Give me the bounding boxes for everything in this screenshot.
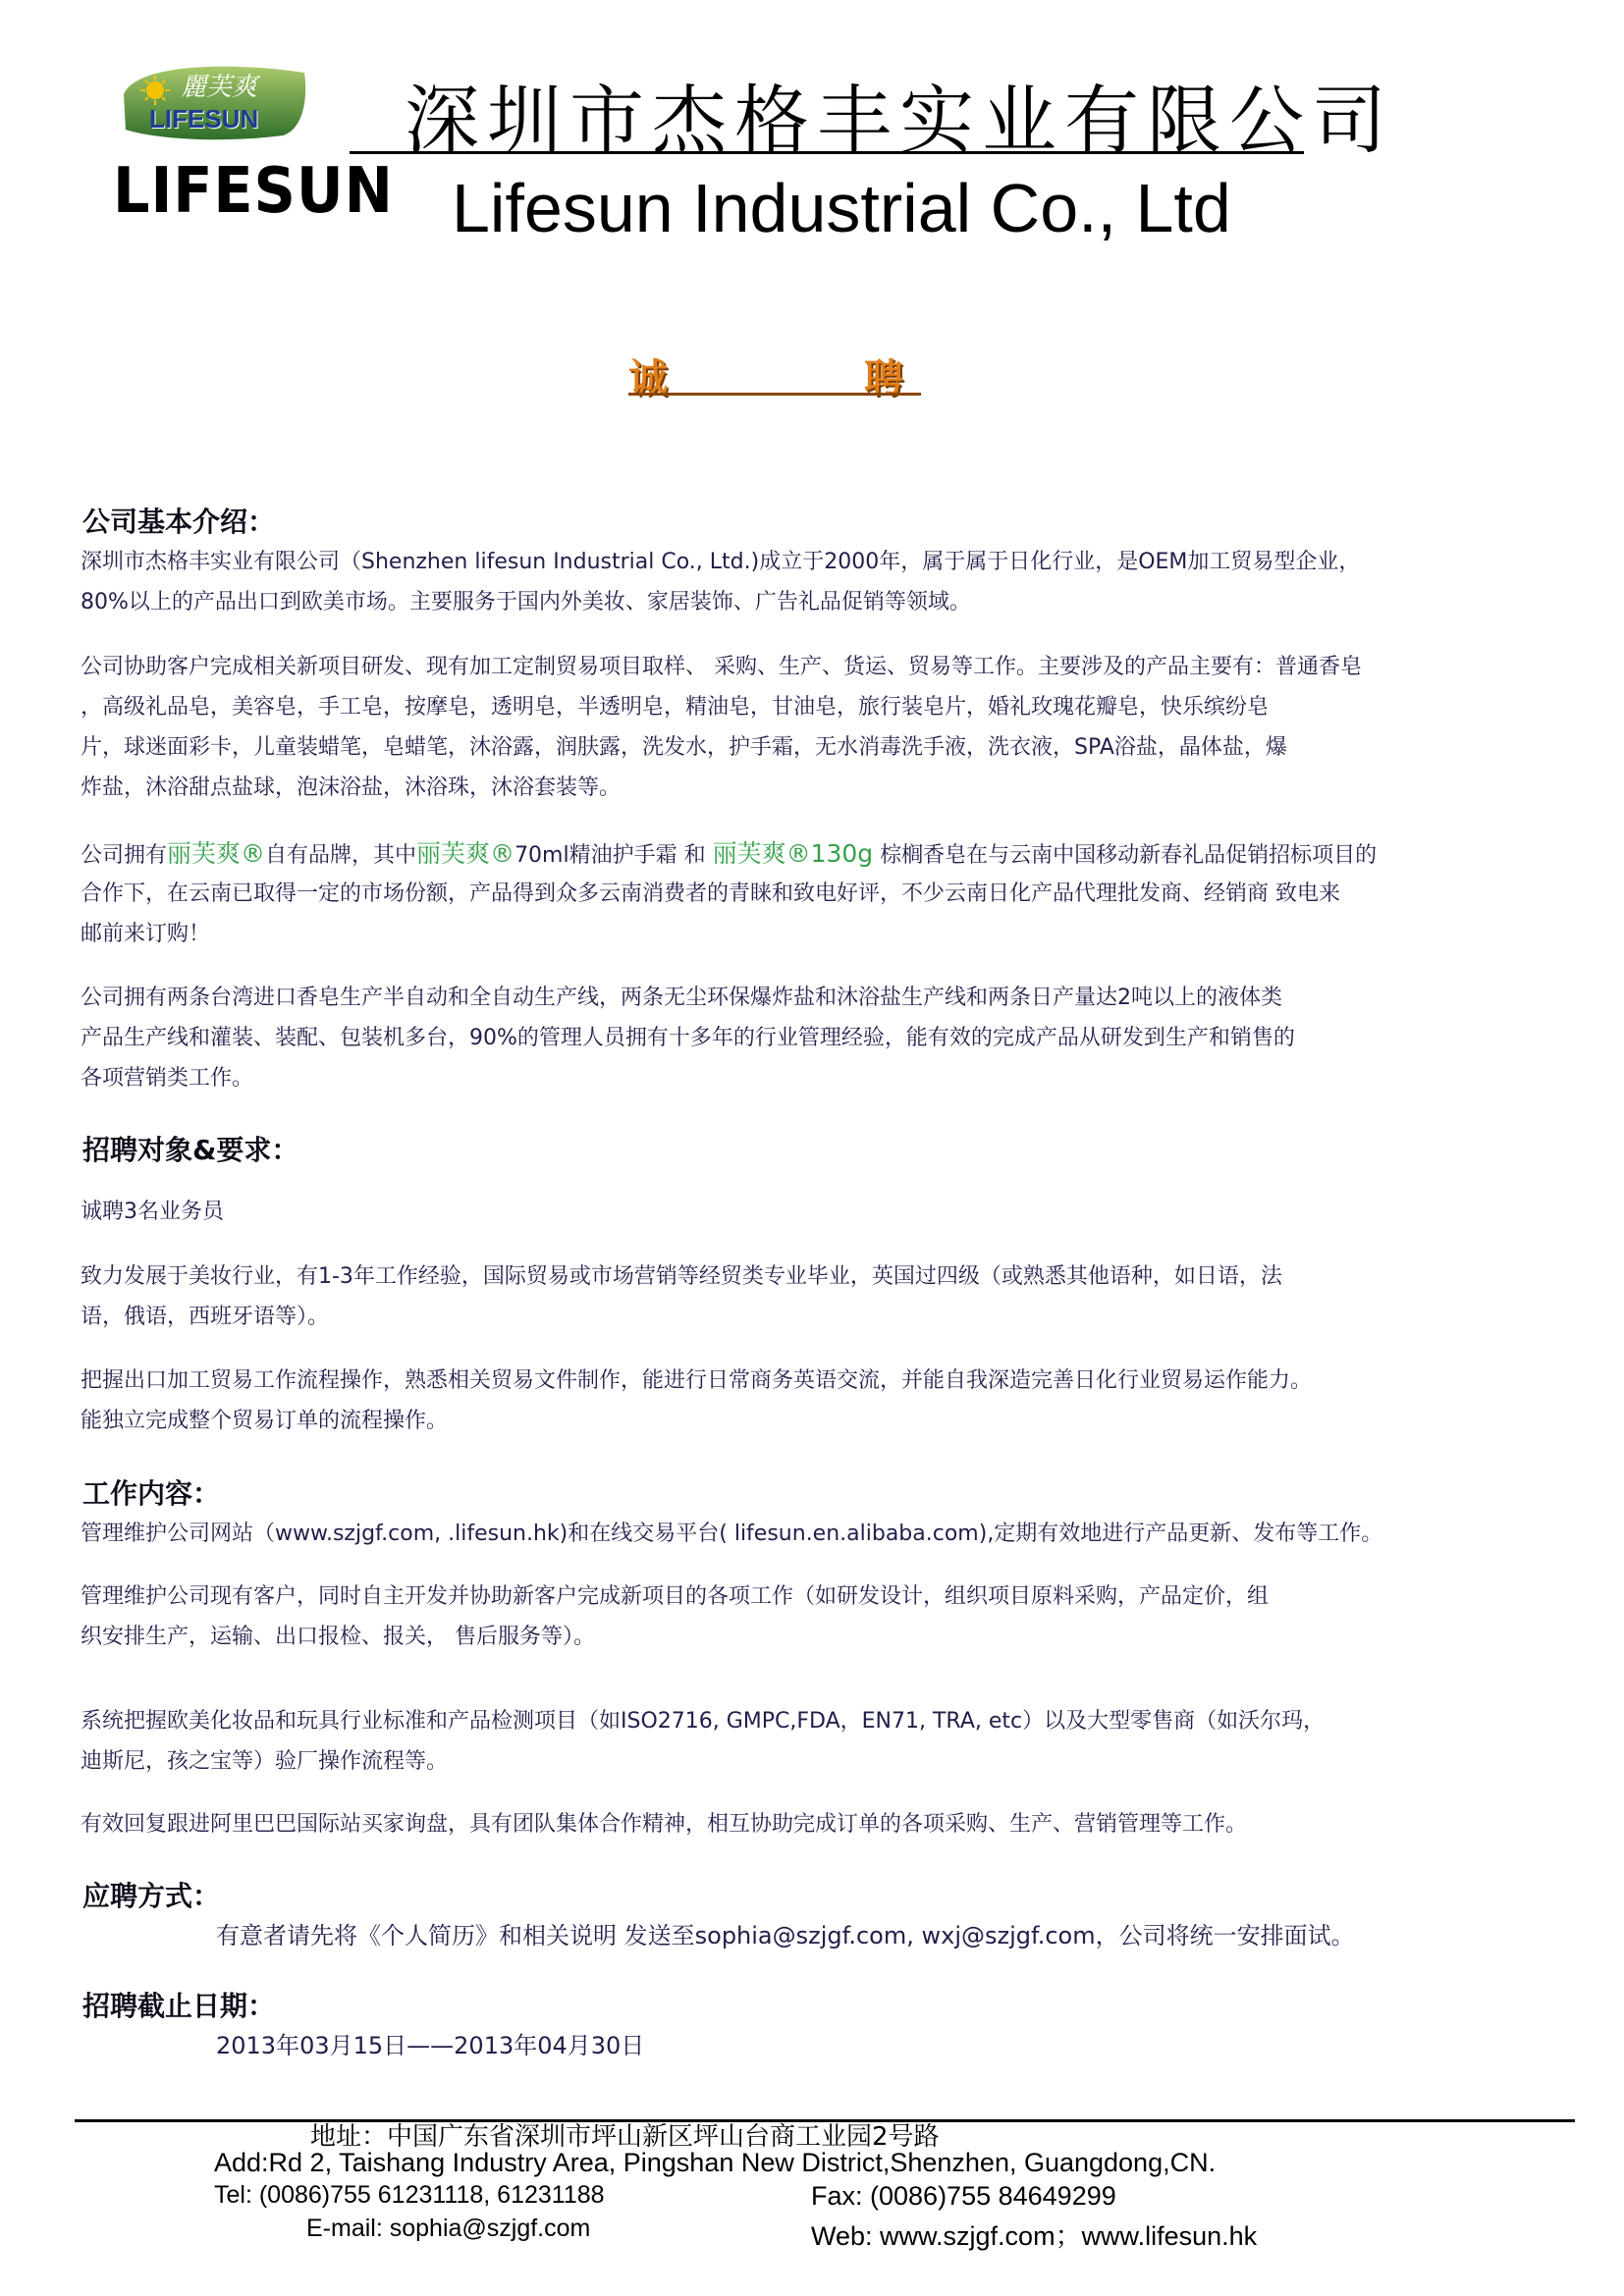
- text-line: [81, 833, 1377, 874]
- text-line: 80%以上的产品出口到欧美市场。主要服务于国内外美妆、家居装饰、广告礼品促销等领域。: [81, 590, 971, 614]
- footer-fax: Fax: (0086)755 84649299: [811, 2181, 1116, 2211]
- brand-name: 丽芙爽®: [416, 839, 515, 868]
- brand-name: 丽芙爽®130g: [712, 839, 874, 868]
- text-line: 片，球迷面彩卡，儿童装蜡笔，皂蜡笔，沐浴露，润肤露，洗发水，护手霜，无水消毒洗手液，洗衣液，SPA浴盐，晶体盐，爆: [81, 735, 1287, 760]
- title-char-2: 聘: [864, 356, 903, 401]
- intro-paragraph-2: [81, 647, 1362, 808]
- text-line: 语，俄语，西班牙语等）。: [81, 1305, 330, 1329]
- text-segment: 自有品牌，其中: [265, 843, 417, 868]
- text-segment: 棕榈香皂在与云南中国移动新春礼品促销招标项目的: [873, 843, 1378, 868]
- deadline-heading: 招聘截止日期：: [82, 1990, 276, 2022]
- brand-name: 丽芙爽®: [167, 839, 266, 868]
- text-line: 产品生产线和灌装、装配、包装机多台，90%的管理人员拥有十多年的行业管理经验，能有效的完成产品从研发到生产和销售的: [81, 1026, 1295, 1050]
- text-line: 管理维护公司现有客户，同时自主开发并协助新客户完成新项目的各项工作（如研发设计，组织项目原料采购，产品定价，组: [81, 1584, 1270, 1609]
- text-line: ，高级礼品皂，美容皂，手工皂，按摩皂，透明皂，半透明皂，精油皂，甘油皂，旅行装皂片，婚礼玫瑰花瓣皂，快乐缤纷皂: [81, 695, 1270, 720]
- duties-paragraph-3: [81, 1701, 1325, 1782]
- logo-badge-cn: 麗芙爽: [181, 73, 258, 102]
- text-line: 把握出口加工贸易工作流程操作，熟悉相关贸易文件制作，能进行日常商务英语交流，并能自我深造完善日化行业贸易运作能力。: [81, 1368, 1313, 1393]
- footer-tel: Tel: (0086)755 61231118, 61231188: [214, 2181, 605, 2209]
- text-segment: 公司拥有: [81, 843, 168, 868]
- text-line: 炸盐，沐浴甜点盐球，泡沫浴盐，沐浴珠，沐浴套装等。: [81, 775, 622, 800]
- logo-badge: [116, 61, 312, 141]
- text-line: 系统把握欧美化妆品和玩具行业标准和产品检测项目（如ISO2716, GMPC,FDA，EN71, TRA, etc）以及大型零售商（如沃尔玛，: [81, 1709, 1326, 1734]
- footer-address-en: Add:Rd 2, Taishang Industry Area, Pingshan New District,Shenzhen, Guangdong,CN.: [214, 2148, 1217, 2177]
- logo-badge-en: LIFESUN: [149, 104, 259, 133]
- text-line: 有效回复跟进阿里巴巴国际站买家询盘，具有团队集体合作精神，相互协助完成订单的各项采购、生产、营销管理等工作。: [81, 1812, 1248, 1837]
- text-line: 诚聘3名业务员: [81, 1200, 224, 1224]
- duties-paragraph-1: [81, 1514, 1382, 1554]
- footer-address-cn: 地址：中国广东省深圳市坪山新区坪山台商工业园2号路: [310, 2122, 940, 2152]
- text-line: 公司拥有两条台湾进口香皂生产半自动和全自动生产线，两条无尘环保爆炸盐和沐浴盐生产线和两条日产量达2吨以上的液体类: [81, 986, 1283, 1010]
- text-line: 2013年03月15日——2013年04月30日: [216, 2032, 645, 2059]
- company-name-cn: 深圳市杰格丰实业有限公司: [405, 77, 1394, 164]
- text-line: 合作下，在云南已取得一定的市场份额，产品得到众多云南消费者的青睐和致电好评，不少云南日化产品代理批发商、经销商 致电来: [81, 881, 1340, 906]
- duties-heading: 工作内容：: [82, 1477, 221, 1510]
- text-line: 邮前来订购！: [81, 922, 211, 946]
- text-line: 公司协助客户完成相关新项目研发、现有加工定制贸易项目取样、 采购、生产、货运、贸易等工作。主要涉及的产品主要有：普通香皂: [81, 655, 1362, 679]
- text-line: 有意者请先将《个人简历》和相关说明 发送至sophia@szjgf.com, wxj@szjgf.com，公司将统一安排面试。: [216, 1922, 1355, 1949]
- text-line: 迪斯尼，孩之宝等）验厂操作流程等。: [81, 1749, 449, 1774]
- text-line: 织安排生产，运输、出口报检、报关， 售后服务等）。: [81, 1625, 595, 1649]
- title-char-1: 诚: [628, 356, 668, 401]
- text-line: 管理维护公司网站（www.szjgf.com, .lifesun.hk)和在线交易平台( lifesun.en.alibaba.com),定期有效地进行产品更新、发布等工作。: [81, 1522, 1383, 1546]
- title-underline: [628, 393, 921, 396]
- deadline-text: [216, 2026, 644, 2066]
- requirements-heading: 招聘对象&要求：: [82, 1134, 299, 1166]
- company-name-en: Lifesun Industrial Co., Ltd: [452, 170, 1231, 246]
- apply-text: [216, 1916, 1355, 1956]
- intro-paragraph-3: [81, 833, 1377, 954]
- text-line: 能独立完成整个贸易订单的流程操作。: [81, 1409, 449, 1433]
- text-line: 各项营销类工作。: [81, 1066, 254, 1091]
- requirements-paragraph-1: [81, 1192, 224, 1232]
- footer-email: E-mail: sophia@szjgf.com: [306, 2215, 591, 2242]
- intro-paragraph-4: [81, 978, 1295, 1098]
- footer-web: Web: www.szjgf.com；www.lifesun.hk: [811, 2221, 1258, 2251]
- text-segment: 70ml精油护手霜 和: [514, 843, 713, 868]
- text-line: 深圳市杰格丰实业有限公司（Shenzhen lifesun Industrial Co., Ltd.)成立于2000年，属于属于日化行业，是OEM加工贸易型企业，: [81, 550, 1361, 574]
- duties-paragraph-4: [81, 1804, 1247, 1844]
- intro-paragraph-1: [81, 542, 1360, 622]
- requirements-paragraph-2: [81, 1256, 1282, 1337]
- requirements-paragraph-3: [81, 1361, 1312, 1441]
- text-line: 致力发展于美妆行业，有1-3年工作经验，国际贸易或市场营销等经贸类专业毕业，英国过四级（或熟悉其他语种，如日语，法: [81, 1264, 1282, 1289]
- logo-wordmark: LIFESUN: [113, 155, 394, 228]
- intro-heading: 公司基本介绍：: [82, 506, 276, 538]
- duties-paragraph-2: [81, 1576, 1269, 1657]
- header-divider: [350, 151, 1304, 154]
- apply-heading: 应聘方式：: [82, 1880, 221, 1912]
